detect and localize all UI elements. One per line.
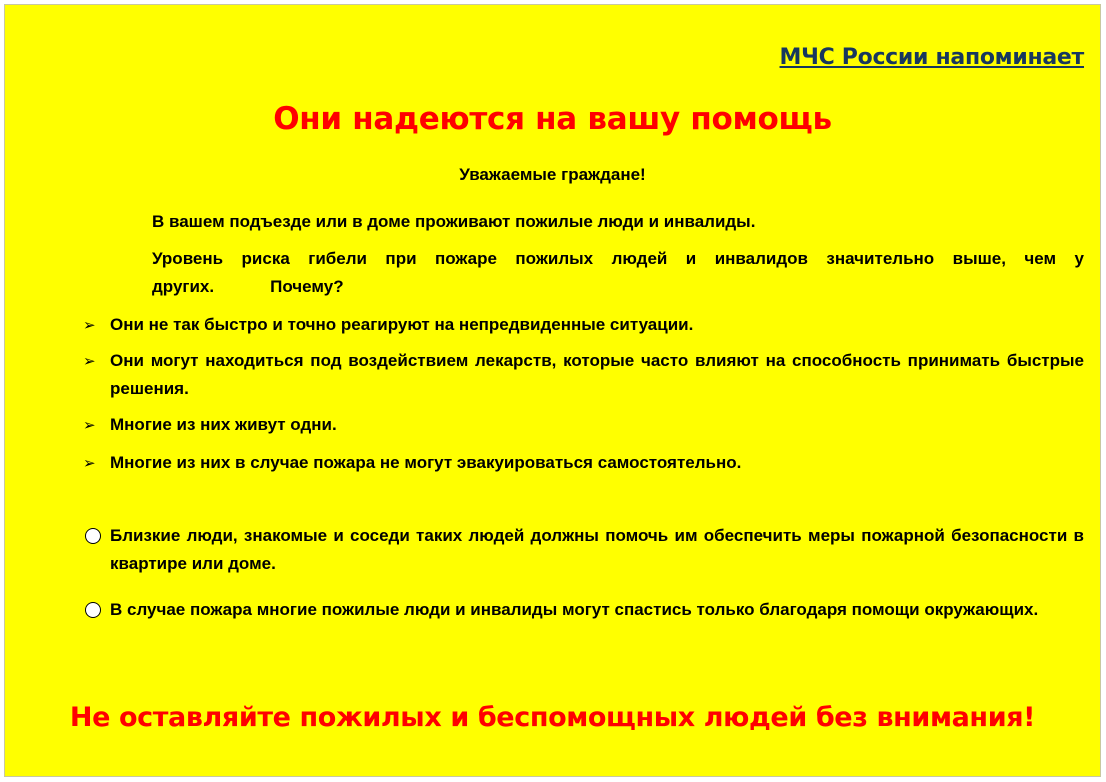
arrow-bullet-icon: ➢ [83,416,96,434]
advice-item [83,522,1084,578]
reason-item [83,347,1084,403]
reason-text: Они не так быстро и точно реагируют на непредвиденные ситуации. [110,315,694,334]
intro-line-1: В вашем подъезде или в доме проживают пожилые люди и инвалиды. [152,212,756,231]
advice-text: Близкие люди, знакомые и соседи таких людей должны помочь им обеспечить меры пожарной безопасности в квартире или доме. [110,526,1084,573]
reason-item [83,449,1084,477]
advice-item [83,596,1084,624]
arrow-bullet-icon: ➢ [83,316,96,334]
arrow-bullet-icon: ➢ [83,352,96,370]
circle-bullet-icon [85,528,101,544]
intro-line-2 [152,245,1084,301]
greeting: Уважаемые граждане! [459,165,646,184]
reason-text: Многие из них живут одни. [110,415,337,434]
advice-text: В случае пожара многие пожилые люди и инвалиды могут спастись только благодаря помощи окружающих. [110,600,1039,619]
question-text: Почему? [270,277,344,296]
circle-bullet-icon [85,602,101,618]
reason-item [83,311,1084,339]
poster-title: Они надеются на вашу помощь [273,101,832,137]
header-note: МЧС России напоминает [779,45,1084,70]
reason-item [83,411,1084,439]
reason-text: Они могут находиться под воздействием лекарств, которые часто влияют на способность принимать быстрые решения. [110,351,1084,398]
risk-statement: Уровень риска гибели при пожаре пожилых людей и инвалидов значительно выше, чем у других. [152,249,1084,296]
arrow-bullet-icon: ➢ [83,454,96,472]
closing-appeal: Не оставляйте пожилых и беспомощных людей без внимания! [69,702,1036,733]
safety-poster [4,4,1101,777]
reason-text: Многие из них в случае пожара не могут эвакуироваться самостоятельно. [110,453,742,472]
